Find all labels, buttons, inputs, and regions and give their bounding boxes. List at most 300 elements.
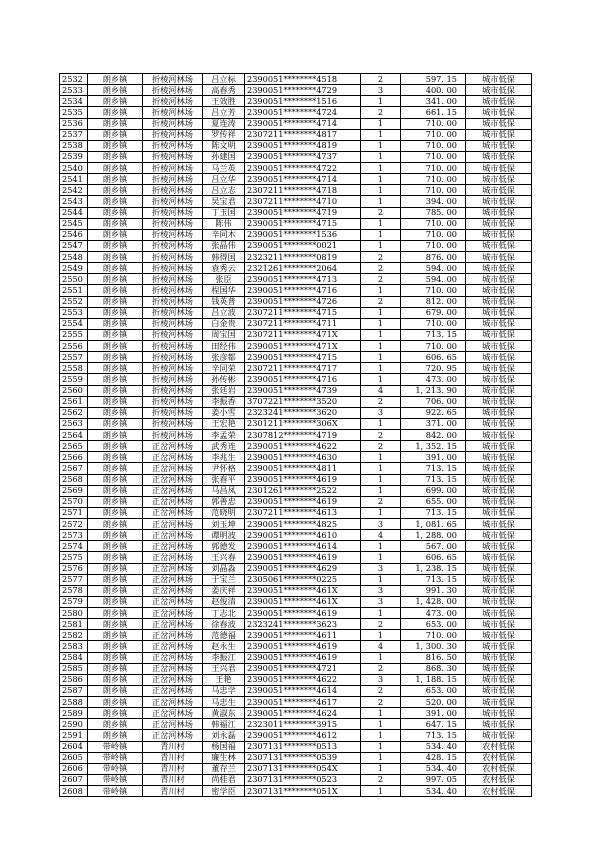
table-row	[60, 118, 532, 129]
town-cell: 朗乡镇	[88, 496, 143, 507]
village-cell: 折棱河林场	[143, 430, 203, 441]
name-cell: 孙建国	[203, 151, 245, 162]
id-number-cell: 2390051********4719	[245, 207, 361, 218]
category-cell: 城市低保	[466, 430, 532, 441]
name-cell: 李振香	[203, 396, 245, 407]
household-count-cell: 2	[361, 274, 401, 285]
category-cell: 城市低保	[466, 318, 532, 329]
id-number-cell: 2307131********0523	[245, 774, 361, 785]
town-cell: 朗乡镇	[88, 463, 143, 474]
id-number-cell: 2390051********0021	[245, 240, 361, 251]
name-cell: 张臣	[203, 274, 245, 285]
amount-cell: 661. 15	[401, 107, 466, 118]
village-cell: 正岔河林场	[143, 541, 203, 552]
household-count-cell: 1	[361, 574, 401, 585]
amount-cell: 710. 00	[401, 174, 466, 185]
amount-cell: 785. 00	[401, 207, 466, 218]
amount-cell: 534. 40	[401, 786, 466, 797]
amount-cell: 816. 50	[401, 652, 466, 663]
name-cell: 丁玉国	[203, 207, 245, 218]
row-number: 2579	[60, 596, 88, 607]
id-number-cell: 2307211********4711	[245, 318, 361, 329]
household-count-cell: 1	[361, 752, 401, 763]
household-count-cell: 3	[361, 674, 401, 685]
row-number: 2550	[60, 274, 88, 285]
row-number: 2566	[60, 452, 88, 463]
table-row	[60, 474, 532, 485]
name-cell: 刘玉坤	[203, 519, 245, 530]
household-count-cell: 2	[361, 263, 401, 274]
id-number-cell: 2307131********054X	[245, 763, 361, 774]
amount-cell: 710. 00	[401, 129, 466, 140]
table-row	[60, 430, 532, 441]
table-row	[60, 641, 532, 652]
id-number-cell: 2390051********4714	[245, 118, 361, 129]
town-cell: 朗乡镇	[88, 663, 143, 674]
household-count-cell: 1	[361, 129, 401, 140]
name-cell: 郭德发	[203, 541, 245, 552]
village-cell: 正岔河林场	[143, 663, 203, 674]
amount-cell: 428. 15	[401, 752, 466, 763]
town-cell: 朗乡镇	[88, 452, 143, 463]
table-row	[60, 407, 532, 418]
village-cell: 正岔河林场	[143, 585, 203, 596]
table-row	[60, 541, 532, 552]
village-cell: 正岔河林场	[143, 463, 203, 474]
table-row	[60, 363, 532, 374]
name-cell: 赵俊清	[203, 596, 245, 607]
town-cell: 朗乡镇	[88, 240, 143, 251]
town-cell: 朗乡镇	[88, 296, 143, 307]
village-cell: 正岔河林场	[143, 552, 203, 563]
row-number: 2584	[60, 652, 88, 663]
id-number-cell: 2390051********4619	[245, 474, 361, 485]
village-cell: 正岔河林场	[143, 574, 203, 585]
table-row	[60, 252, 532, 263]
row-number: 2588	[60, 697, 88, 708]
amount-cell: 710. 00	[401, 118, 466, 129]
amount-cell: 868. 30	[401, 663, 466, 674]
id-number-cell: 2321261********2064	[245, 263, 361, 274]
table-row	[60, 229, 532, 240]
row-number: 2582	[60, 630, 88, 641]
town-cell: 朗乡镇	[88, 385, 143, 396]
name-cell: 姜小雪	[203, 407, 245, 418]
category-cell: 城市低保	[466, 530, 532, 541]
household-count-cell: 1	[361, 118, 401, 129]
category-cell: 城市低保	[466, 585, 532, 596]
table-row	[60, 596, 532, 607]
category-cell: 城市低保	[466, 641, 532, 652]
id-number-cell: 2307211********4817	[245, 129, 361, 140]
amount-cell: 710. 00	[401, 229, 466, 240]
village-cell: 正岔河林场	[143, 596, 203, 607]
row-number: 2580	[60, 608, 88, 619]
id-number-cell: 2390051********4819	[245, 140, 361, 151]
name-cell: 马忠生	[203, 697, 245, 708]
table-row	[60, 274, 532, 285]
category-cell: 城市低保	[466, 74, 532, 85]
amount-cell: 520. 00	[401, 697, 466, 708]
category-cell: 城市低保	[466, 619, 532, 630]
row-number: 2569	[60, 485, 88, 496]
amount-cell: 1, 288. 00	[401, 530, 466, 541]
household-count-cell: 1	[361, 185, 401, 196]
household-count-cell: 4	[361, 641, 401, 652]
household-count-cell: 2	[361, 252, 401, 263]
category-cell: 城市低保	[466, 263, 532, 274]
category-cell: 城市低保	[466, 441, 532, 452]
name-cell: 高春秀	[203, 85, 245, 96]
village-cell: 折棱河林场	[143, 218, 203, 229]
name-cell: 武秀连	[203, 441, 245, 452]
amount-cell: 341. 00	[401, 96, 466, 107]
id-number-cell: 2307131********0539	[245, 752, 361, 763]
id-number-cell: 2390051********4619	[245, 552, 361, 563]
table-row	[60, 519, 532, 530]
row-number: 2570	[60, 496, 88, 507]
id-number-cell: 2390051********4737	[245, 151, 361, 162]
name-cell: 谭明波	[203, 530, 245, 541]
category-cell: 城市低保	[466, 307, 532, 318]
name-cell: 韩福江	[203, 719, 245, 730]
name-cell: 吕立标	[203, 74, 245, 85]
town-cell: 朗乡镇	[88, 585, 143, 596]
row-number: 2538	[60, 140, 88, 151]
village-cell: 正岔河林场	[143, 685, 203, 696]
row-number: 2591	[60, 730, 88, 741]
name-cell: 张廷岩	[203, 385, 245, 396]
village-cell: 正岔河林场	[143, 452, 203, 463]
table-row	[60, 496, 532, 507]
id-number-cell: 2390051********1516	[245, 96, 361, 107]
category-cell: 城市低保	[466, 719, 532, 730]
id-number-cell: 2390051********4617	[245, 697, 361, 708]
id-number-cell: 2390051********4614	[245, 541, 361, 552]
village-cell: 折棱河林场	[143, 341, 203, 352]
id-number-cell: 2390051********4619	[245, 608, 361, 619]
category-cell: 城市低保	[466, 474, 532, 485]
household-count-cell: 1	[361, 463, 401, 474]
village-cell: 青川村	[143, 741, 203, 752]
name-cell: 韩得国	[203, 252, 245, 263]
name-cell: 周宝国	[203, 329, 245, 340]
name-cell: 王兴春	[203, 552, 245, 563]
id-number-cell: 2390051********4622	[245, 441, 361, 452]
row-number: 2561	[60, 396, 88, 407]
table-row	[60, 352, 532, 363]
table-row	[60, 196, 532, 207]
amount-cell: 922. 65	[401, 407, 466, 418]
village-cell: 正岔河林场	[143, 674, 203, 685]
category-cell: 城市低保	[466, 140, 532, 151]
category-cell: 城市低保	[466, 218, 532, 229]
table-row	[60, 329, 532, 340]
category-cell: 农村低保	[466, 752, 532, 763]
category-cell: 城市低保	[466, 96, 532, 107]
table-row	[60, 663, 532, 674]
household-count-cell: 1	[361, 608, 401, 619]
amount-cell: 991. 30	[401, 585, 466, 596]
table-row	[60, 530, 532, 541]
town-cell: 朗乡镇	[88, 519, 143, 530]
category-cell: 城市低保	[466, 596, 532, 607]
category-cell: 农村低保	[466, 774, 532, 785]
id-number-cell: 2307211********4717	[245, 363, 361, 374]
id-number-cell: 2390051********4610	[245, 530, 361, 541]
row-number: 2575	[60, 552, 88, 563]
name-cell: 吕立志	[203, 185, 245, 196]
row-number: 2547	[60, 240, 88, 251]
name-cell: 程国华	[203, 285, 245, 296]
town-cell: 朗乡镇	[88, 329, 143, 340]
category-cell: 城市低保	[466, 274, 532, 285]
row-number: 2551	[60, 285, 88, 296]
town-cell: 朗乡镇	[88, 407, 143, 418]
household-count-cell: 1	[361, 552, 401, 563]
category-cell: 城市低保	[466, 674, 532, 685]
amount-cell: 594. 00	[401, 274, 466, 285]
table-row	[60, 318, 532, 329]
row-number: 2553	[60, 307, 88, 318]
id-number-cell: 2390051********4624	[245, 708, 361, 719]
row-number: 2576	[60, 563, 88, 574]
category-cell: 城市低保	[466, 352, 532, 363]
table-row	[60, 396, 532, 407]
village-cell: 折棱河林场	[143, 329, 203, 340]
town-cell: 朗乡镇	[88, 96, 143, 107]
village-cell: 正岔河林场	[143, 630, 203, 641]
row-number: 2565	[60, 441, 88, 452]
amount-cell: 997. 05	[401, 774, 466, 785]
town-cell: 朗乡镇	[88, 430, 143, 441]
household-count-cell: 1	[361, 786, 401, 797]
row-number: 2537	[60, 129, 88, 140]
category-cell: 城市低保	[466, 507, 532, 518]
name-cell: 董存兰	[203, 763, 245, 774]
town-cell: 带岭镇	[88, 763, 143, 774]
household-count-cell: 1	[361, 507, 401, 518]
category-cell: 城市低保	[466, 174, 532, 185]
village-cell: 折棱河林场	[143, 185, 203, 196]
town-cell: 朗乡镇	[88, 507, 143, 518]
amount-cell: 594. 00	[401, 263, 466, 274]
table-row	[60, 507, 532, 518]
amount-cell: 1, 352. 15	[401, 441, 466, 452]
id-number-cell: 2390051********4726	[245, 296, 361, 307]
village-cell: 折棱河林场	[143, 307, 203, 318]
amount-cell: 720. 95	[401, 363, 466, 374]
id-number-cell: 2390051********4612	[245, 730, 361, 741]
row-number: 2562	[60, 407, 88, 418]
id-number-cell: 2390051********1536	[245, 229, 361, 240]
household-count-cell: 2	[361, 697, 401, 708]
name-cell: 王艳	[203, 674, 245, 685]
name-cell: 范晓明	[203, 507, 245, 518]
village-cell: 青川村	[143, 752, 203, 763]
town-cell: 朗乡镇	[88, 552, 143, 563]
town-cell: 朗乡镇	[88, 318, 143, 329]
row-number: 2574	[60, 541, 88, 552]
table-row	[60, 619, 532, 630]
row-number: 2568	[60, 474, 88, 485]
category-cell: 城市低保	[466, 652, 532, 663]
town-cell: 带岭镇	[88, 774, 143, 785]
category-cell: 城市低保	[466, 552, 532, 563]
name-cell: 张春平	[203, 474, 245, 485]
household-count-cell: 3	[361, 85, 401, 96]
category-cell: 农村低保	[466, 741, 532, 752]
village-cell: 正岔河林场	[143, 441, 203, 452]
village-cell: 折棱河林场	[143, 396, 203, 407]
household-count-cell: 1	[361, 229, 401, 240]
id-number-cell: 2390051********4715	[245, 218, 361, 229]
town-cell: 朗乡镇	[88, 652, 143, 663]
id-number-cell: 2390051********4611	[245, 630, 361, 641]
row-number: 2545	[60, 218, 88, 229]
id-number-cell: 2390051********4724	[245, 107, 361, 118]
category-cell: 城市低保	[466, 407, 532, 418]
town-cell: 朗乡镇	[88, 418, 143, 429]
row-number: 2558	[60, 363, 88, 374]
household-count-cell: 1	[361, 708, 401, 719]
household-count-cell: 1	[361, 741, 401, 752]
amount-cell: 655. 00	[401, 496, 466, 507]
amount-cell: 534. 40	[401, 741, 466, 752]
id-number-cell: 2390051********4716	[245, 374, 361, 385]
name-cell: 范德福	[203, 630, 245, 641]
town-cell: 朗乡镇	[88, 374, 143, 385]
row-number: 2532	[60, 74, 88, 85]
name-cell: 黄淑东	[203, 708, 245, 719]
table-row	[60, 763, 532, 774]
table-row	[60, 207, 532, 218]
row-number: 2544	[60, 207, 88, 218]
household-count-cell: 1	[361, 140, 401, 151]
category-cell: 城市低保	[466, 229, 532, 240]
household-count-cell: 1	[361, 151, 401, 162]
id-number-cell: 2307211********4710	[245, 196, 361, 207]
id-number-cell: 2323211********0819	[245, 252, 361, 263]
category-cell: 城市低保	[466, 374, 532, 385]
row-number: 2589	[60, 708, 88, 719]
row-number: 2563	[60, 418, 88, 429]
category-cell: 城市低保	[466, 697, 532, 708]
name-cell: 马昌凤	[203, 485, 245, 496]
table-row	[60, 374, 532, 385]
id-number-cell: 2390051********4619	[245, 652, 361, 663]
village-cell: 正岔河林场	[143, 507, 203, 518]
amount-cell: 713. 15	[401, 463, 466, 474]
id-number-cell: 2390051********4721	[245, 663, 361, 674]
name-cell: 吴宝君	[203, 196, 245, 207]
name-cell: 廉生林	[203, 752, 245, 763]
row-number: 2540	[60, 163, 88, 174]
town-cell: 朗乡镇	[88, 674, 143, 685]
household-count-cell: 2	[361, 430, 401, 441]
category-cell: 城市低保	[466, 574, 532, 585]
category-cell: 城市低保	[466, 396, 532, 407]
village-cell: 折棱河林场	[143, 352, 203, 363]
name-cell: 李振江	[203, 652, 245, 663]
town-cell: 朗乡镇	[88, 641, 143, 652]
id-number-cell: 2390051********461X	[245, 585, 361, 596]
amount-cell: 710. 00	[401, 240, 466, 251]
town-cell: 朗乡镇	[88, 352, 143, 363]
town-cell: 朗乡镇	[88, 708, 143, 719]
name-cell: 密学臣	[203, 786, 245, 797]
category-cell: 城市低保	[466, 496, 532, 507]
amount-cell: 653. 00	[401, 685, 466, 696]
household-count-cell: 1	[361, 240, 401, 251]
town-cell: 朗乡镇	[88, 151, 143, 162]
village-cell: 折棱河林场	[143, 174, 203, 185]
category-cell: 城市低保	[466, 563, 532, 574]
category-cell: 城市低保	[466, 463, 532, 474]
amount-cell: 647. 15	[401, 719, 466, 730]
village-cell: 折棱河林场	[143, 263, 203, 274]
table-row	[60, 452, 532, 463]
table-row	[60, 185, 532, 196]
village-cell: 折棱河林场	[143, 140, 203, 151]
village-cell: 正岔河林场	[143, 608, 203, 619]
town-cell: 朗乡镇	[88, 118, 143, 129]
row-number: 2546	[60, 229, 88, 240]
id-number-cell: 2390051********4739	[245, 385, 361, 396]
household-count-cell: 3	[361, 596, 401, 607]
id-number-cell: 2307211********4613	[245, 507, 361, 518]
amount-cell: 710. 00	[401, 185, 466, 196]
household-count-cell: 1	[361, 719, 401, 730]
id-number-cell: 2390051********4630	[245, 452, 361, 463]
household-count-cell: 2	[361, 685, 401, 696]
town-cell: 朗乡镇	[88, 485, 143, 496]
table-row	[60, 285, 532, 296]
id-number-cell: 2390051********4722	[245, 163, 361, 174]
household-count-cell: 1	[361, 374, 401, 385]
row-number: 2581	[60, 619, 88, 630]
village-cell: 折棱河林场	[143, 252, 203, 263]
row-number: 2604	[60, 741, 88, 752]
village-cell: 折棱河林场	[143, 385, 203, 396]
category-cell: 城市低保	[466, 608, 532, 619]
village-cell: 折棱河林场	[143, 85, 203, 96]
village-cell: 折棱河林场	[143, 274, 203, 285]
village-cell: 折棱河林场	[143, 107, 203, 118]
amount-cell: 679. 00	[401, 307, 466, 318]
table-row	[60, 786, 532, 797]
name-cell: 刘永磊	[203, 730, 245, 741]
row-number: 2539	[60, 151, 88, 162]
town-cell: 朗乡镇	[88, 341, 143, 352]
amount-cell: 876. 00	[401, 252, 466, 263]
amount-cell: 710. 00	[401, 285, 466, 296]
category-cell: 城市低保	[466, 107, 532, 118]
village-cell: 正岔河林场	[143, 697, 203, 708]
row-number: 2541	[60, 174, 88, 185]
household-count-cell: 1	[361, 363, 401, 374]
village-cell: 折棱河林场	[143, 240, 203, 251]
amount-cell: 713. 15	[401, 730, 466, 741]
amount-cell: 713. 15	[401, 574, 466, 585]
row-number: 2590	[60, 719, 88, 730]
table-row	[60, 652, 532, 663]
amount-cell: 1, 213. 90	[401, 385, 466, 396]
table-row	[60, 685, 532, 696]
name-cell: 尹怀格	[203, 463, 245, 474]
household-count-cell: 1	[361, 285, 401, 296]
name-cell: 白金贵	[203, 318, 245, 329]
